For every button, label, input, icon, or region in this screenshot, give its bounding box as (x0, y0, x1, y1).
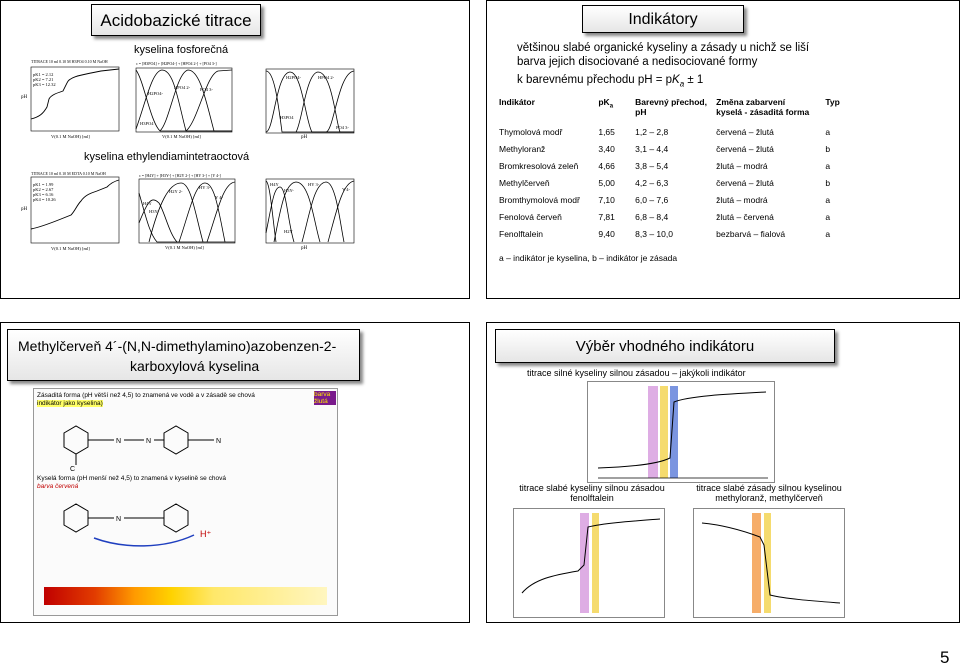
strong-acid-line: titrace silné kyseliny silnou zásadou – jakýkoli indikátor (527, 368, 746, 378)
svg-text:N: N (116, 516, 122, 523)
pk-label-3: pK3 = 6.16 (33, 192, 54, 197)
basic-form-text: Zásaditá forma (pH větší než 4,5) to znamená ve vodě a v zásadě se chová indikátor jako kyselina) (37, 392, 255, 407)
cell-type: a (825, 127, 831, 137)
species-h3po4: H3PO4 (280, 115, 294, 120)
titration-curve-weak-acid (513, 508, 665, 618)
species-hpo4: HPO4 2- (318, 75, 335, 80)
species-po4: PO4 3- (336, 125, 349, 130)
cell-change: červená – žlutá (716, 127, 774, 137)
slide-title-box (495, 329, 835, 363)
rule-k: K (672, 74, 680, 86)
cell-type: b (825, 144, 831, 154)
cell-pk: 7,81 (598, 212, 615, 222)
rule-prefix: k barevnému přechodu pH = p (517, 74, 673, 86)
cell-pk: 7,10 (598, 195, 615, 205)
indicator-rows (497, 127, 847, 246)
x-axis-label: V(0.1 M NaOH) [ml] (51, 134, 90, 139)
distribution-phosphate-ph-svg (256, 63, 356, 143)
species-h4y: H4Y (270, 182, 279, 187)
cell-pk: 4,66 (598, 161, 615, 171)
table-footnote: a – indikátor je kyselina, b – indikátor je zásada (499, 253, 678, 263)
species-y: Y 4- (342, 187, 350, 192)
weak-base-caption: titrace slabé zásady silnou kyselinou methyloranž, methylčerveň (696, 483, 842, 503)
header-pk: $pK_a$ (598, 97, 614, 110)
x-axis-label: pH (301, 135, 308, 140)
species-h2y: H2Y 2- (169, 189, 183, 194)
ph-color-scale (44, 587, 327, 605)
cell-range: 1,2 – 2,8 (635, 127, 669, 137)
weak-acid-caption: titrace slabé kyseliny silnou zásadou fenolftalein (519, 483, 665, 503)
cell-type: a (825, 212, 831, 222)
distribution-plot-phosphate-volume (126, 61, 234, 141)
pk-label-3: pK3 = 12.32 (33, 82, 56, 87)
cell-pk: 3,40 (598, 144, 615, 154)
slide-indicator-choice (486, 322, 960, 623)
titration-curve-weak-acid-svg (514, 509, 664, 617)
cell-range: 6,0 – 7,6 (635, 195, 669, 205)
cell-type: b (825, 178, 831, 188)
x-axis-label: V(0.1 M NaOH) [ml] (162, 134, 201, 139)
pk-label-1: pK1 = 2.12 (33, 72, 54, 77)
species-hpo4: HPO4 2- (174, 85, 191, 90)
header-type: Typ (825, 97, 840, 107)
titration-title: TITRACE 10 ml 0.10 M H3PO4 0.10 M NaOH (31, 59, 108, 64)
species-h4y: H4Y (143, 201, 152, 206)
cell-change: červená – žlutá (716, 144, 774, 154)
table-row (497, 229, 847, 246)
intro-text: většinou slabé organické kyseliny a zásady u nichž se liší barva jejich disociované a nedisociované formy (517, 42, 810, 68)
table-row (497, 212, 847, 229)
cell-range: 6,8 – 8,4 (635, 212, 669, 222)
y-axis-label: pH (21, 207, 28, 212)
titration-plot-h3po4 (21, 59, 121, 141)
cell-pk: 9,40 (598, 229, 615, 239)
slide-title: Indikátory (628, 11, 698, 28)
x-axis-label: pH (301, 246, 308, 251)
distribution-plot-phosphate-ph (256, 63, 356, 143)
basic-form-structure (44, 413, 304, 471)
slide-title-line1: Methylčerveň 4´-(N,N-dimethylamino)azobenzen-2- (18, 338, 337, 354)
cell-change: žlutá – modrá (716, 195, 768, 205)
indicator-table (497, 97, 847, 246)
slide-title: Acidobazické titrace (100, 11, 252, 30)
table-row (497, 178, 847, 195)
titration-curve-weak-base-svg (694, 509, 844, 617)
slide-acid-base-titration (0, 0, 470, 299)
header-range: Barevný přechod, pH (635, 97, 707, 117)
pk-label-1: pK1 = 1.99 (33, 182, 54, 187)
cell-change: žlutá – modrá (716, 161, 768, 171)
y-axis-label: pH (21, 95, 28, 100)
species-h2po4: H2PO4- (286, 75, 302, 80)
rule-text (517, 74, 703, 88)
acid-form-structure (44, 493, 304, 549)
svg-text:C: C (70, 466, 76, 473)
table-row (497, 195, 847, 212)
cell-range: 3,8 – 5,4 (635, 161, 669, 171)
table-row (497, 144, 847, 161)
svg-text:N: N (216, 438, 222, 445)
subtitle-edta: kyselina ethylendiamintetraoctová (84, 151, 250, 163)
table-row (497, 161, 847, 178)
svg-text:N: N (116, 438, 122, 445)
titration-curve-strong-svg (588, 382, 774, 482)
cell-indicator: Fenolová červeň (499, 212, 562, 222)
species-h3y: H3Y- (284, 188, 294, 193)
cell-range: 4,2 – 6,3 (635, 178, 669, 188)
distribution-phosphate-volume-svg (126, 61, 234, 141)
slide-indicators (486, 0, 960, 299)
species-h2po4: H2PO4- (148, 91, 164, 96)
page-number: 5 (940, 648, 950, 667)
titration-plot-edta (21, 171, 121, 253)
cell-indicator: Bromthymolová modř (499, 195, 580, 205)
svg-text:N: N (146, 438, 152, 445)
cell-type: a (825, 229, 831, 239)
distribution-edta-volume-svg (129, 173, 237, 253)
distribution-plot-edta-ph (256, 173, 356, 255)
distribution-plot-edta-volume (129, 173, 237, 253)
rule-sub-a: a (679, 79, 685, 89)
cell-change: červená – žlutá (716, 178, 774, 188)
subtitle-phosphoric: kyselina fosforečná (134, 44, 229, 56)
yellow-color-label: barva žlutá (314, 391, 336, 405)
eq-label: c = [H3PO4] + [H2PO4-] + [HPO4 2-] + [PO4 3-] (136, 61, 217, 66)
slide-title: Výběr vhodného indikátoru (575, 338, 755, 355)
slide-title-box (91, 4, 261, 36)
species-po4: PO4 3- (200, 87, 213, 92)
cell-range: 8,3 – 10,0 (635, 229, 673, 239)
cell-change: žlutá – červená (716, 212, 774, 222)
cell-indicator: Thymolová modř (499, 127, 563, 137)
header-indicator: Indikátor (499, 97, 535, 107)
table-header-row (497, 97, 847, 127)
table-row (497, 127, 847, 144)
titration-curve-strong (587, 381, 775, 483)
structure-panel (33, 388, 338, 616)
cell-pk: 5,00 (598, 178, 615, 188)
acid-form-text: Kyselá forma (pH menší než 4,5) to znamená v kyselině se chová barva červená (37, 475, 226, 490)
cell-indicator: Fenolftalein (499, 229, 543, 239)
rule-suffix: ± 1 (684, 74, 704, 86)
cell-range: 3,1 – 4,4 (635, 144, 669, 154)
pk-label-2: pK2 = 7.21 (33, 77, 54, 82)
titration-curve-weak-base (693, 508, 845, 618)
species-hy: HY 3- (199, 185, 211, 190)
pk-label-2: pK2 = 2.67 (33, 187, 54, 192)
slide-title-line2: karboxylová kyselina (130, 358, 260, 374)
species-y: Y 4- (215, 195, 223, 200)
slide-title-box (7, 329, 360, 381)
titration-title: TITRACE 10 ml 0.10 M EDTA 0.10 M NaOH (31, 171, 106, 176)
x-axis-label: V(0.1 M NaOH) [ml] (51, 246, 90, 251)
cell-type: a (825, 161, 831, 171)
cell-indicator: Bromkresolová zeleň (499, 161, 579, 171)
slide-methyl-red (0, 322, 470, 623)
cell-type: a (825, 195, 831, 205)
cell-indicator: Methyloranž (499, 144, 546, 154)
cell-indicator: Methylčerveň (499, 178, 550, 188)
cell-pk: 1,65 (598, 127, 615, 137)
eq-label: c = [H4Y] + [H3Y-] + [H2Y 2-] + [HY 3-] + [Y 4-] (139, 173, 221, 178)
species-h2y: H2Y (284, 229, 293, 234)
header-change: Změna zabarvení kyselá - zásaditá forma (716, 97, 810, 117)
species-h3po4: H3PO4 (140, 121, 154, 126)
cell-change: bezbarvá – fialová (716, 229, 786, 239)
species-hy: HY 3- (308, 182, 320, 187)
slide-title-box (582, 5, 744, 33)
pk-label-4: pK4 = 10.26 (33, 197, 56, 202)
svg-text:H⁺: H⁺ (200, 529, 212, 539)
species-h3y: H3Y- (149, 209, 159, 214)
x-axis-label: V(0.1 M NaOH) [ml] (165, 245, 204, 250)
